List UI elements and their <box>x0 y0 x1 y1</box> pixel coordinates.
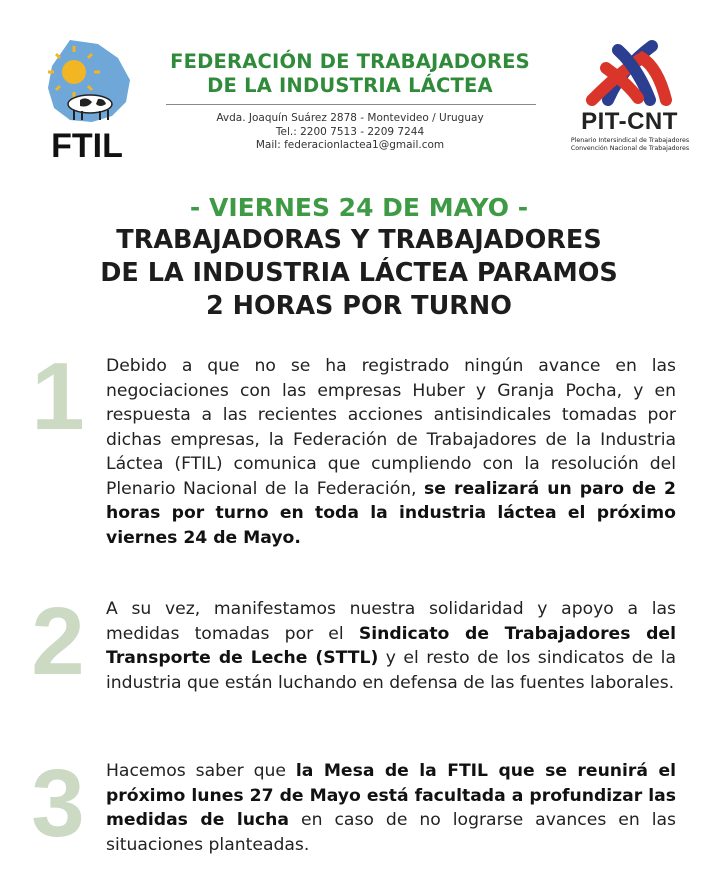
pit-cnt-name: PIT-CNT <box>581 108 678 135</box>
pit-cnt-subtitle-line1: Plenario Intersindical de Trabajadores <box>570 137 690 144</box>
letterhead <box>0 0 718 175</box>
federation-title <box>150 50 550 98</box>
point-1-text: Debido a que no se ha registrado ningún avance en las negociaciones con las empresas Huber y Granja Pocha, y en respuesta a las recientes acciones antisindicales tomadas por dichas empresas, la Federación de Trabajadores de la Industria Láctea (FTIL) comunica que cumpliendo con la resolución del Plenario Nacional de la Federación, <box>106 356 676 499</box>
announcement-headline <box>0 192 718 323</box>
header-divider <box>166 104 536 105</box>
contact-block <box>150 112 550 153</box>
point-2-text-b: y el resto de los sindicatos de la industria que están luchando en defensa de las fuentes laborales. <box>106 648 676 693</box>
point-3-bold: la Mesa de la FTIL que se reunirá el próximo lunes 27 de Mayo está facultada a profundizar las medidas de lucha <box>106 761 676 830</box>
pit-cnt-subtitle-line2: Convención Nacional de Trabajadores <box>570 145 690 152</box>
headline-line1: TRABAJADORAS Y TRABAJADORES <box>116 225 602 255</box>
pit-cnt-subtitle <box>564 137 696 153</box>
headline-line2: DE LA INDUSTRIA LÁCTEA PARAMOS <box>100 258 618 288</box>
point-3-text-a: Hacemos saber que <box>106 761 296 781</box>
address-text: Avda. Joaquín Suárez 2878 - Montevideo / Uruguay <box>216 112 484 124</box>
federation-title-line2: DE LA INDUSTRIA LÁCTEA <box>207 74 493 97</box>
point-number-3: 3 <box>31 750 85 857</box>
point-2-paragraph <box>106 597 676 695</box>
point-1-bold: se realizará un paro de 2 horas por turno en toda la industria láctea el próximo viernes 24 de Mayo. <box>106 478 676 548</box>
point-2-text-a: A su vez, manifestamos nuestra solidaridad y apoyo a las medidas tomadas por el <box>106 599 676 644</box>
point-number-2: 2 <box>31 588 85 695</box>
federation-title-line1: FEDERACIÓN DE TRABAJADORES <box>170 50 530 73</box>
ftil-logo-text: FTIL <box>51 127 123 161</box>
phone-text: Tel.: 2200 7513 - 2209 7244 <box>275 125 425 138</box>
point-2-bold: Sindicato de Trabajadores del Transporte de Leche (STTL) <box>106 623 676 668</box>
strike-date: - VIERNES 24 DE MAYO - <box>189 193 529 222</box>
sun-shape <box>62 60 86 84</box>
point-3-text-b: en caso de no lograrse avances en las situaciones planteadas. <box>106 810 676 855</box>
point-1-paragraph <box>106 354 676 550</box>
ftil-logo <box>40 36 135 161</box>
point-3-paragraph <box>106 759 676 857</box>
point-number-1: 1 <box>31 343 85 450</box>
headline-line3: 2 HORAS POR TURNO <box>206 291 512 321</box>
email-text: Mail: federacionlactea1@gmail.com <box>255 139 445 151</box>
